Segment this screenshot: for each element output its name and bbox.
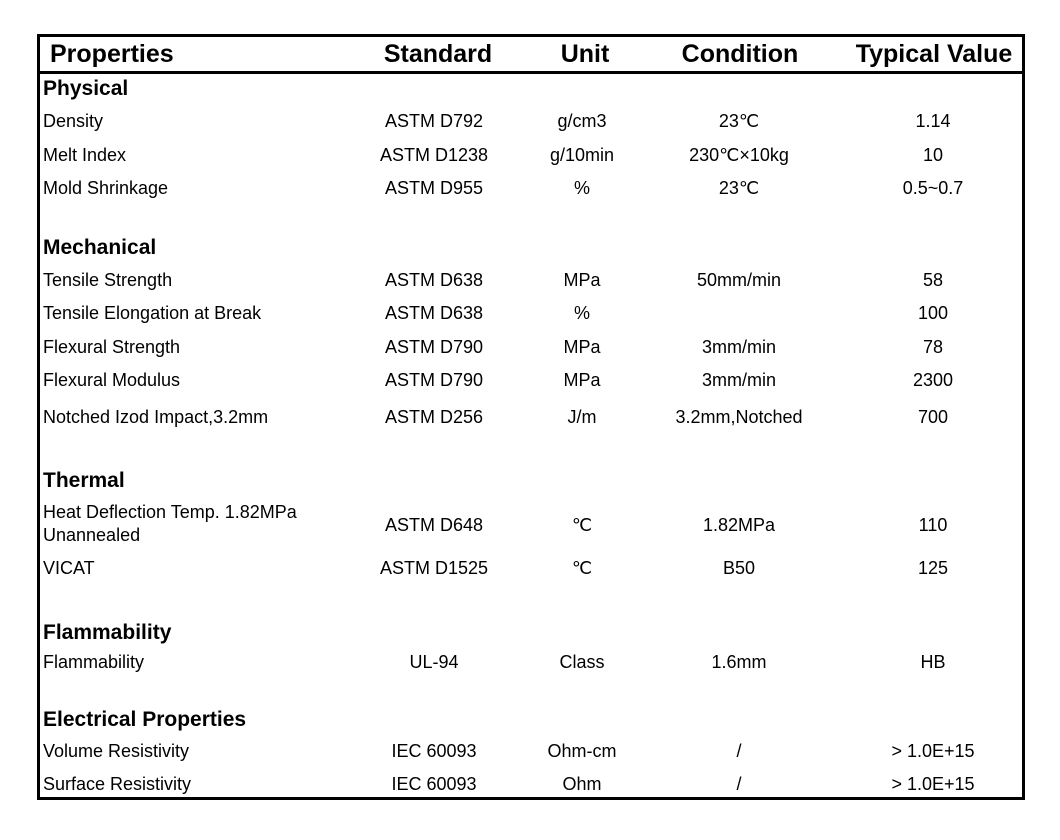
table-header: [40, 37, 1022, 74]
row-property: Volume Resistivity: [43, 741, 190, 761]
row-condition: 1.6mm: [711, 652, 767, 672]
section-thermal: Thermal: [43, 469, 125, 492]
header-typical-value: Typical Value: [855, 40, 1013, 68]
table-row: [40, 174, 1022, 204]
row-standard: ASTM D648: [384, 515, 484, 535]
table-row: [40, 366, 1022, 396]
row-property: Flexural Modulus: [43, 370, 181, 390]
row-property: Notched Izod Impact,3.2mm: [43, 407, 269, 427]
row-standard: UL-94: [409, 652, 459, 672]
table-row: [40, 737, 1022, 767]
row-property: Tensile Elongation at Break: [43, 303, 262, 323]
row-standard: ASTM D638: [384, 270, 484, 290]
row-unit: Ohm: [562, 774, 602, 794]
row-unit: Ohm-cm: [547, 741, 617, 761]
header-condition: Condition: [681, 40, 799, 68]
table-row: [40, 770, 1022, 800]
table-row: [40, 333, 1022, 363]
row-unit: ℃: [571, 515, 593, 535]
table-row: [40, 299, 1022, 329]
row-value: 700: [917, 407, 949, 427]
row-unit: g/cm3: [557, 111, 607, 131]
row-property: Melt Index: [43, 145, 127, 165]
section-mechanical: Mechanical: [43, 236, 157, 259]
table-row: [40, 554, 1022, 584]
row-condition: 3mm/min: [701, 337, 776, 357]
table-row: [40, 501, 1022, 549]
row-unit: %: [573, 303, 590, 323]
row-value: 100: [917, 303, 949, 323]
row-property: Flexural Strength: [43, 337, 181, 357]
row-standard: ASTM D1525: [379, 558, 489, 578]
row-condition: 23℃: [718, 111, 760, 131]
row-value: 110: [918, 515, 948, 535]
row-property: Heat Deflection Temp. 1.82MPa Unannealed: [43, 502, 297, 545]
table-row: [40, 403, 1022, 433]
row-condition: /: [736, 741, 742, 761]
section-electrical: Electrical Properties: [43, 708, 247, 731]
row-standard: ASTM D955: [384, 178, 484, 198]
header-unit: Unit: [560, 40, 610, 68]
row-value: 10: [922, 145, 944, 165]
row-condition: 3mm/min: [701, 370, 776, 390]
row-standard: ASTM D1238: [379, 145, 489, 165]
properties-table: [37, 34, 1025, 800]
row-standard: ASTM D792: [384, 111, 484, 131]
row-unit: ℃: [571, 558, 593, 578]
row-property: Tensile Strength: [43, 270, 173, 290]
row-unit: g/10min: [549, 145, 615, 165]
row-value: > 1.0E+15: [891, 741, 975, 761]
row-unit: MPa: [563, 270, 601, 290]
row-unit: %: [573, 178, 590, 198]
row-standard: ASTM D638: [384, 303, 484, 323]
header-properties: Properties: [50, 40, 174, 68]
row-condition: 23℃: [718, 178, 760, 198]
header-standard: Standard: [383, 40, 493, 68]
row-value: 1.14: [915, 111, 951, 131]
table-row: [40, 107, 1022, 137]
row-condition: 50mm/min: [696, 270, 781, 290]
row-value: 78: [922, 337, 944, 357]
row-value: 0.5~0.7: [902, 178, 964, 198]
table-row: [40, 648, 1022, 678]
row-value: 58: [922, 270, 944, 290]
row-property: Flammability: [43, 652, 145, 672]
row-property: Density: [43, 111, 104, 131]
row-standard: IEC 60093: [391, 741, 477, 761]
row-standard: ASTM D790: [384, 370, 484, 390]
row-condition: B50: [722, 558, 756, 578]
row-value: > 1.0E+15: [891, 774, 975, 794]
row-value: 125: [917, 558, 949, 578]
row-condition: 3.2mm,Notched: [675, 407, 803, 427]
row-unit: MPa: [563, 337, 601, 357]
table-row: [40, 266, 1022, 296]
row-value: HB: [920, 652, 946, 672]
table-row: [40, 141, 1022, 171]
row-standard: ASTM D790: [384, 337, 484, 357]
row-property: Mold Shrinkage: [43, 178, 169, 198]
row-condition: 1.82MPa: [702, 515, 776, 535]
row-unit: J/m: [567, 407, 597, 427]
row-unit: MPa: [563, 370, 601, 390]
row-condition: 230℃×10kg: [689, 145, 789, 165]
row-unit: Class: [559, 652, 605, 672]
row-standard: ASTM D256: [384, 407, 484, 427]
section-flammability: Flammability: [43, 621, 172, 644]
row-property: Surface Resistivity: [43, 774, 192, 794]
section-physical: Physical: [43, 77, 129, 100]
row-standard: IEC 60093: [391, 774, 477, 794]
row-value: 2300: [912, 370, 954, 390]
row-condition: /: [736, 774, 742, 794]
row-property: VICAT: [43, 558, 95, 578]
